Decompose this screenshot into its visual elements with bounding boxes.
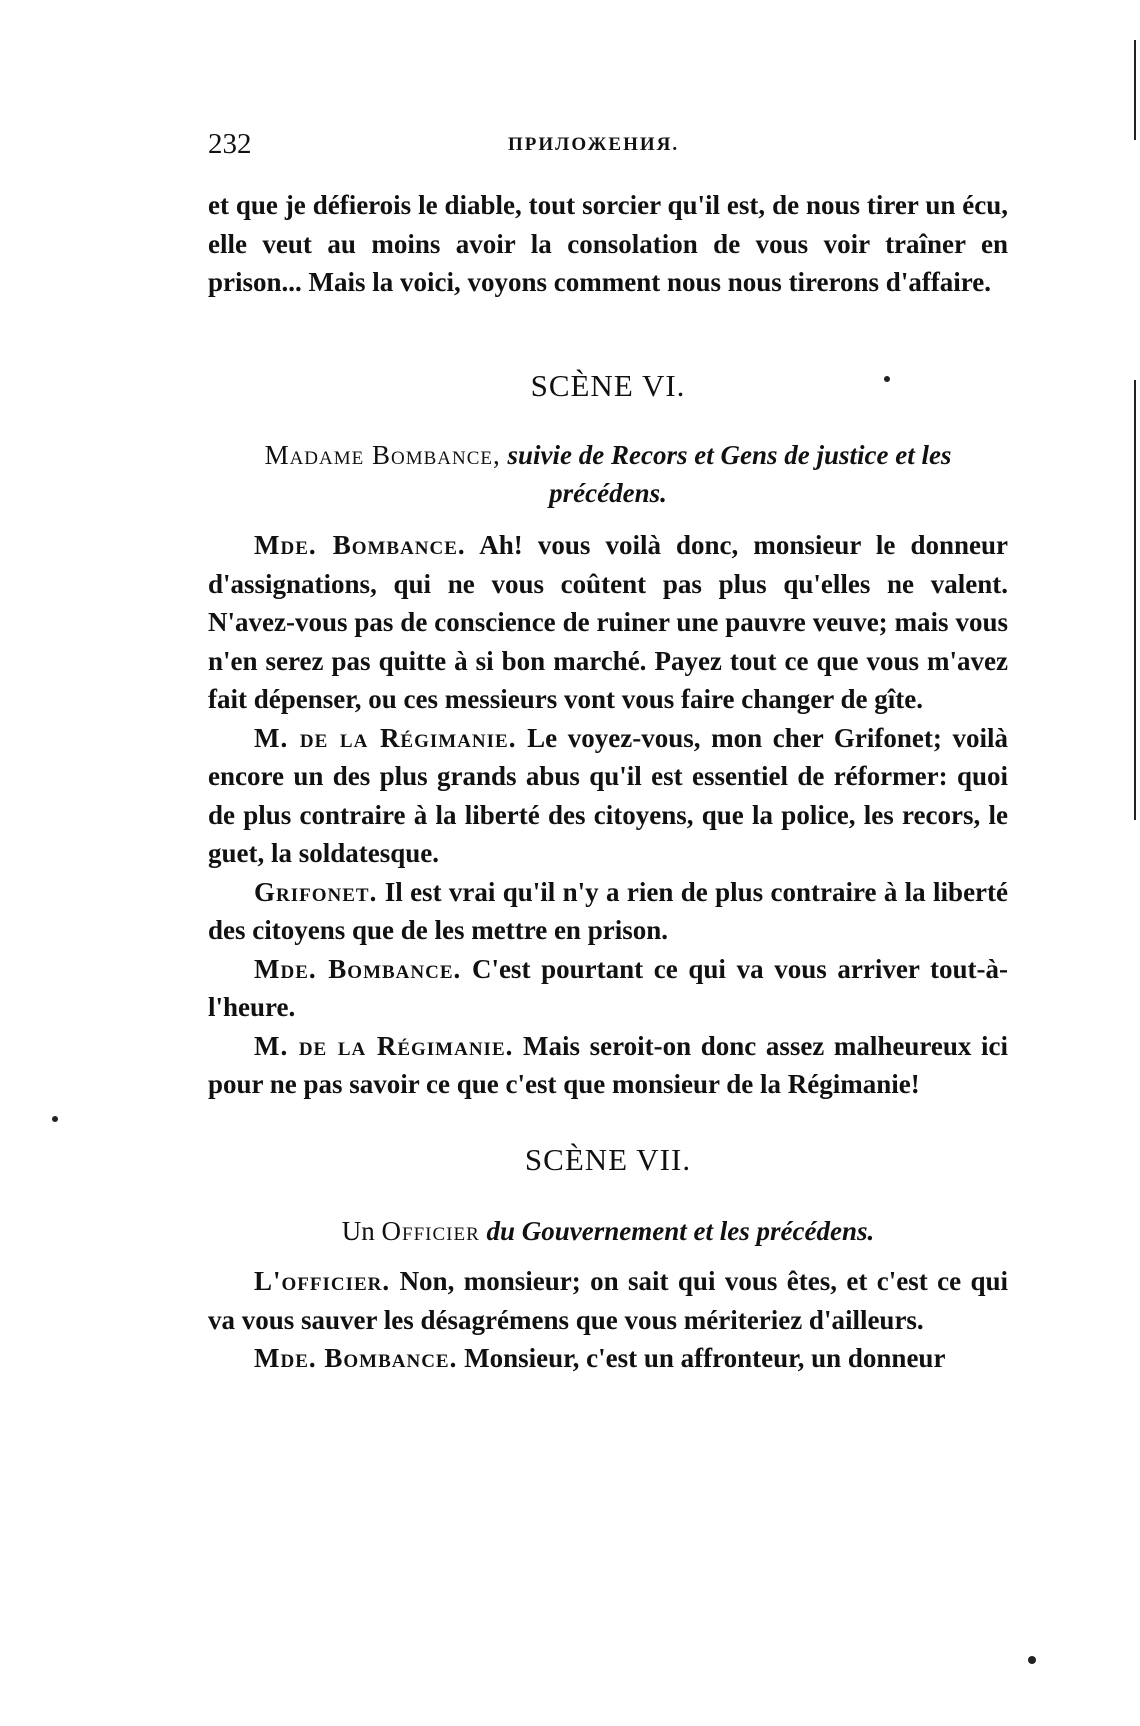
paragraph-text: et que je défierois le diable, tout sorcier qu'il est, de nous tirer un écu, elle veut au moins avoir la consolation de vous voir traîner en prison... Mais la voici, voyons comment nous nous tirerons d'affaire. [208,190,1008,297]
speech-text: Ah! vous voilà donc, monsieur le donneur d'assignations, qui ne vous coûtent pas plus qu'elles ne valent. N'avez-vous pas de conscience de ruiner une pauvre veuve; mais vous n'en serez pas quitte à si bon marché. Payez tout ce que vous m'avez fait dépenser, ou ces messieurs vont vous faire changer de gîte. [208,530,1009,714]
speech-text: Monsieur, c'est un affronteur, un donneur [464,1343,946,1373]
speaker-name: L'officier. [254,1266,391,1296]
speaker-name: Mde. Bombance. [254,530,466,560]
speaker-name: M. de la Régimanie. [254,1030,514,1061]
page-header [208,128,1008,164]
speaker-name: Grifonet. [254,876,378,907]
dialogue-line [208,526,1008,719]
dialogue-line [208,719,1008,873]
scan-speck [1028,1656,1036,1664]
dialogue-line [208,1262,1008,1339]
page-number: 232 [208,128,252,160]
dialogue-line [208,873,1008,950]
opening-paragraph [208,186,1008,302]
scene-7-title: SCÈNE VII. [524,1142,692,1177]
stage-character-name: Officier [381,1216,480,1246]
running-head: ПРИЛОЖЕНИЯ. [508,134,680,155]
speech-text: C'est pourtant ce qui va vous arriver tout-à-l'heure. [208,953,1009,1022]
stage-character-name: Madame Bombance, [264,440,501,470]
stage-article: Un [341,1216,375,1246]
scene-7-dialogue [208,1262,1008,1378]
scene-6-title: SCÈNE VI. [530,368,686,403]
speech-text: Non, monsieur; on sait qui vous êtes, et c'est ce qui va vous sauver les désagrémens que vous mériteriez d'ailleurs. [208,1266,1009,1335]
scan-speck [884,376,890,382]
dialogue-line [208,1339,1008,1378]
dialogue-line [208,950,1008,1027]
scan-edge-mark [1134,380,1136,820]
speech-text: Il est vrai qu'il n'y a rien de plus contraire à la liberté des citoyens que de les mettre en prison. [208,876,1009,945]
speech-text: Mais seroit-on donc assez malheureux ici pour ne pas savoir ce que c'est que monsieur de la Régimanie! [208,1030,1008,1099]
speaker-name: Mde. Bombance. [254,1343,458,1373]
speaker-name: M. de la Régimanie. [254,722,517,753]
speech-text: Le voyez-vous, mon cher Grifonet; voilà encore un des plus grands abus qu'il est essentiel de réformer: quoi de plus contraire à la liberté des citoyens, que la police, les recors, le guet, la soldatesque. [208,722,1008,868]
scan-edge-mark [1134,40,1136,140]
stage-direction-text: du Gouvernement et les précédens. [486,1216,875,1246]
scene-6-dialogue [208,526,1008,1104]
stage-direction-text: suivie de Recors et Gens de justice et les précédens. [507,440,952,508]
scan-speck [52,1116,58,1122]
scene-7-stage-direction [208,1212,1008,1250]
speaker-name: Mde. Bombance. [254,953,462,984]
dialogue-line [208,1027,1008,1104]
scene-6-stage-direction [208,436,1008,512]
